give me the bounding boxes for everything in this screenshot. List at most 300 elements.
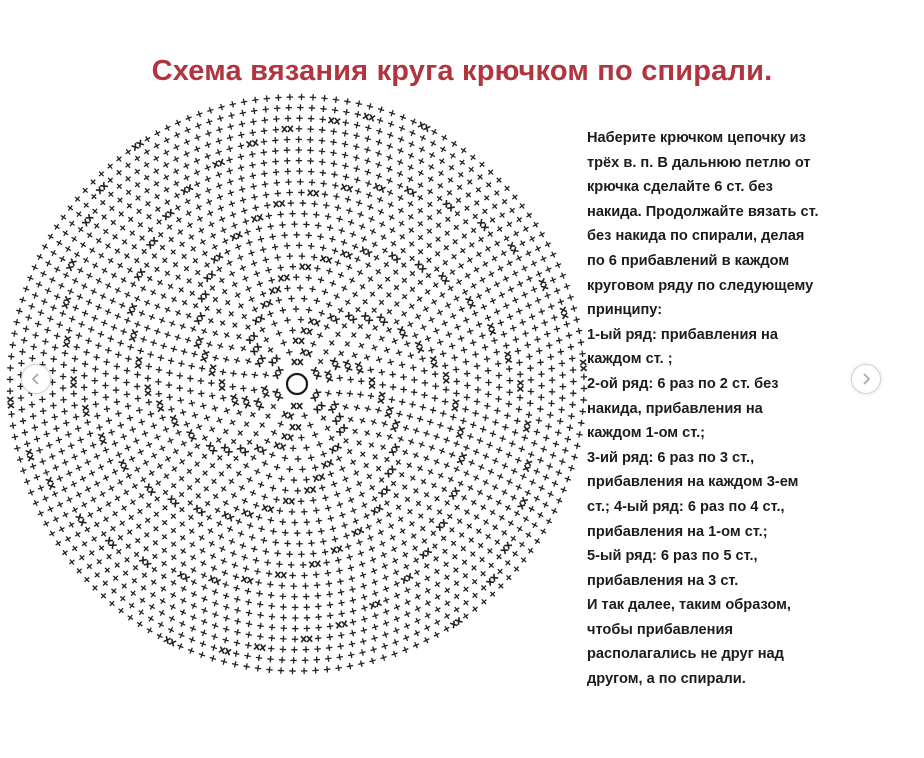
plus-stitch-icon: [317, 276, 325, 284]
plus-stitch-icon: [166, 382, 172, 388]
plus-stitch-icon: [344, 195, 352, 203]
plus-stitch-icon: [111, 509, 120, 518]
plus-stitch-icon: [140, 571, 149, 580]
increase-x-icon: [82, 214, 94, 226]
plus-stitch-icon: [462, 406, 469, 413]
plus-stitch-icon: [169, 553, 178, 562]
plus-stitch-icon: [484, 244, 493, 253]
plus-stitch-icon: [169, 481, 178, 490]
plus-stitch-icon: [515, 525, 524, 534]
increase-x-icon: [420, 548, 432, 559]
plus-stitch-icon: [319, 116, 326, 123]
plus-stitch-icon: [544, 330, 552, 338]
instruction-line: 2-ой ряд: 6 раз по 2 ст. без: [587, 375, 779, 392]
plus-stitch-icon: [36, 446, 44, 454]
plus-stitch-icon: [189, 566, 198, 575]
plus-stitch-icon: [517, 394, 524, 401]
plus-stitch-icon: [42, 468, 50, 476]
plus-stitch-icon: [489, 297, 497, 305]
plus-stitch-icon: [301, 412, 309, 420]
increase-x-icon: [98, 433, 107, 445]
plus-stitch-icon: [392, 283, 401, 292]
plus-stitch-icon: [351, 427, 360, 436]
plus-stitch-icon: [508, 440, 516, 448]
plus-stitch-icon: [265, 266, 273, 274]
plus-stitch-icon: [355, 479, 364, 488]
plus-stitch-icon: [234, 332, 243, 341]
plus-stitch-icon: [27, 488, 35, 496]
plus-stitch-icon: [323, 559, 330, 566]
plus-stitch-icon: [249, 161, 257, 169]
plus-stitch-icon: [183, 126, 191, 134]
plus-stitch-icon: [221, 427, 230, 436]
plus-stitch-icon: [449, 539, 458, 548]
plus-stitch-icon: [155, 390, 162, 397]
plus-stitch-icon: [414, 312, 423, 321]
plus-stitch-icon: [85, 231, 94, 240]
plus-stitch-icon: [256, 601, 263, 608]
plus-stitch-icon: [392, 568, 401, 577]
plus-stitch-icon: [124, 391, 131, 398]
plus-stitch-icon: [49, 304, 57, 312]
plus-stitch-icon: [360, 626, 368, 634]
plus-stitch-icon: [70, 390, 77, 397]
plus-stitch-icon: [297, 179, 303, 185]
plus-stitch-icon: [292, 625, 298, 631]
plus-stitch-icon: [514, 417, 521, 424]
plus-stitch-icon: [344, 485, 353, 494]
plus-stitch-icon: [432, 432, 440, 440]
instruction-line: ст.; 4-ый ряд: 6 раз по 4 ст.,: [587, 498, 785, 515]
plus-stitch-icon: [102, 394, 109, 401]
plus-stitch-icon: [199, 402, 207, 410]
plus-stitch-icon: [570, 367, 577, 374]
plus-stitch-icon: [272, 158, 279, 165]
plus-stitch-icon: [441, 319, 449, 327]
plus-stitch-icon: [385, 307, 394, 316]
plus-stitch-icon: [408, 254, 417, 263]
plus-stitch-icon: [168, 614, 177, 623]
plus-stitch-icon: [130, 576, 139, 585]
increase-x-icon: [252, 314, 265, 325]
increase-x-icon: [418, 122, 431, 132]
plus-stitch-icon: [261, 459, 269, 467]
plus-stitch-icon: [478, 275, 487, 284]
plus-stitch-icon: [472, 473, 481, 482]
plus-stitch-icon: [129, 280, 138, 289]
plus-stitch-icon: [108, 297, 116, 305]
plus-stitch-icon: [326, 591, 333, 598]
plus-stitch-icon: [263, 95, 270, 102]
plus-stitch-icon: [189, 613, 197, 621]
plus-stitch-icon: [221, 237, 230, 246]
plus-stitch-icon: [456, 479, 465, 488]
plus-stitch-icon: [388, 109, 396, 117]
plus-stitch-icon: [179, 409, 187, 417]
plus-stitch-icon: [211, 243, 220, 252]
increase-x-icon: [388, 252, 400, 263]
plus-stitch-icon: [262, 256, 270, 264]
plus-stitch-icon: [332, 96, 339, 103]
plus-stitch-icon: [255, 513, 263, 521]
plus-stitch-icon: [345, 447, 354, 456]
plus-stitch-icon: [166, 282, 175, 291]
plus-stitch-icon: [252, 96, 259, 103]
plus-stitch-icon: [446, 475, 455, 484]
increase-x-icon: [397, 326, 407, 339]
plus-stitch-icon: [324, 666, 331, 673]
plus-stitch-icon: [452, 579, 461, 588]
plus-stitch-icon: [189, 244, 198, 253]
plus-stitch-icon: [265, 472, 273, 480]
plus-stitch-icon: [177, 505, 186, 514]
instruction-line: прибавления на 3 ст.: [587, 572, 739, 589]
plus-stitch-icon: [511, 296, 519, 304]
plus-stitch-icon: [296, 242, 302, 248]
plus-stitch-icon: [411, 331, 419, 339]
plus-stitch-icon: [257, 235, 265, 243]
plus-stitch-icon: [555, 469, 563, 477]
plus-stitch-icon: [124, 367, 131, 374]
plus-stitch-icon: [460, 558, 469, 567]
plus-stitch-icon: [515, 307, 523, 315]
plus-stitch-icon: [403, 586, 412, 595]
plus-stitch-icon: [215, 416, 224, 425]
plus-stitch-icon: [187, 233, 196, 242]
increase-x-icon: [313, 474, 325, 482]
plus-stitch-icon: [395, 349, 403, 357]
plus-stitch-icon: [461, 217, 470, 226]
plus-stitch-icon: [454, 323, 462, 331]
plus-stitch-icon: [359, 571, 367, 579]
plus-stitch-icon: [364, 146, 372, 154]
plus-stitch-icon: [44, 287, 52, 295]
plus-stitch-icon: [304, 614, 311, 621]
plus-stitch-icon: [443, 599, 452, 608]
plus-stitch-icon: [415, 295, 424, 304]
plus-stitch-icon: [551, 314, 559, 322]
plus-stitch-icon: [301, 668, 308, 675]
plus-stitch-icon: [111, 468, 120, 477]
plus-stitch-icon: [369, 227, 378, 236]
plus-stitch-icon: [262, 335, 271, 344]
plus-stitch-icon: [280, 635, 287, 642]
plus-stitch-icon: [156, 366, 163, 373]
plus-stitch-icon: [364, 405, 372, 413]
plus-stitch-icon: [426, 187, 435, 196]
increase-x-icon: [390, 419, 400, 431]
plus-stitch-icon: [44, 259, 53, 268]
plus-stitch-icon: [61, 510, 70, 519]
plus-stitch-icon: [358, 416, 367, 425]
plus-stitch-icon: [538, 230, 547, 239]
plus-stitch-icon: [217, 204, 225, 212]
plus-stitch-icon: [286, 104, 293, 111]
plus-stitch-icon: [511, 429, 519, 437]
plus-stitch-icon: [402, 562, 411, 571]
increase-x-icon: [311, 389, 322, 402]
plus-stitch-icon: [50, 355, 57, 362]
plus-stitch-icon: [537, 359, 544, 366]
plus-stitch-icon: [414, 499, 423, 508]
plus-stitch-icon: [451, 565, 460, 574]
plus-stitch-icon: [277, 211, 284, 218]
plus-stitch-icon: [525, 302, 533, 310]
plus-stitch-icon: [169, 526, 178, 535]
plus-stitch-icon: [41, 494, 49, 502]
plus-stitch-icon: [239, 196, 247, 204]
plus-stitch-icon: [29, 401, 36, 408]
plus-stitch-icon: [484, 532, 493, 541]
plus-stitch-icon: [276, 561, 283, 568]
increase-x-icon: [311, 367, 322, 380]
plus-stitch-icon: [567, 464, 575, 472]
plus-stitch-icon: [284, 136, 291, 143]
plus-stitch-icon: [287, 94, 294, 101]
plus-stitch-icon: [553, 287, 561, 295]
magic-ring-icon: [287, 374, 307, 394]
increase-x-icon: [404, 186, 417, 197]
increase-x-icon: [105, 537, 117, 549]
plus-stitch-icon: [68, 219, 77, 228]
plus-stitch-icon: [413, 592, 422, 601]
plus-stitch-icon: [109, 586, 118, 595]
plus-stitch-icon: [76, 293, 84, 301]
plus-stitch-icon: [412, 556, 421, 565]
increase-x-icon: [145, 385, 151, 396]
plus-stitch-icon: [383, 275, 392, 284]
plus-stitch-icon: [284, 242, 291, 249]
previous-image-button[interactable]: [21, 364, 51, 394]
next-image-button[interactable]: [851, 364, 881, 394]
plus-stitch-icon: [345, 207, 353, 215]
increase-x-icon: [457, 452, 467, 464]
plus-stitch-icon: [348, 640, 356, 648]
plus-stitch-icon: [234, 617, 242, 625]
plus-stitch-icon: [430, 128, 439, 137]
plus-stitch-icon: [94, 412, 101, 419]
plus-stitch-icon: [432, 265, 441, 274]
plus-stitch-icon: [528, 377, 535, 384]
plus-stitch-icon: [129, 426, 137, 434]
plus-stitch-icon: [364, 168, 372, 176]
plus-stitch-icon: [156, 278, 165, 287]
plus-stitch-icon: [386, 142, 394, 150]
plus-stitch-icon: [489, 430, 497, 438]
plus-stitch-icon: [497, 513, 506, 522]
plus-stitch-icon: [138, 418, 146, 426]
plus-stitch-icon: [452, 605, 461, 614]
plus-stitch-icon: [389, 479, 398, 488]
plus-stitch-icon: [126, 215, 135, 224]
plus-stitch-icon: [430, 298, 439, 307]
plus-stitch-icon: [168, 319, 177, 328]
plus-stitch-icon: [539, 527, 548, 536]
plus-stitch-icon: [353, 176, 361, 184]
plus-stitch-icon: [333, 193, 341, 201]
plus-stitch-icon: [442, 243, 451, 252]
plus-stitch-icon: [179, 547, 188, 556]
plus-stitch-icon: [268, 645, 275, 652]
plus-stitch-icon: [240, 385, 247, 392]
plus-stitch-icon: [495, 446, 503, 454]
plus-stitch-icon: [70, 480, 78, 488]
plus-stitch-icon: [372, 253, 381, 262]
plus-stitch-icon: [195, 110, 203, 118]
plus-stitch-icon: [52, 464, 60, 472]
plus-stitch-icon: [289, 668, 295, 674]
plus-stitch-icon: [111, 439, 119, 447]
plus-stitch-icon: [233, 595, 241, 603]
plus-stitch-icon: [381, 573, 389, 581]
plus-stitch-icon: [79, 240, 88, 249]
plus-stitch-icon: [117, 339, 125, 347]
plus-stitch-icon: [179, 584, 188, 593]
plus-stitch-icon: [396, 146, 404, 154]
plus-stitch-icon: [22, 325, 30, 333]
plus-stitch-icon: [92, 221, 101, 230]
plus-stitch-icon: [407, 519, 416, 528]
plus-stitch-icon: [278, 475, 285, 482]
plus-stitch-icon: [255, 225, 263, 233]
plus-stitch-icon: [382, 596, 390, 604]
plus-stitch-icon: [305, 306, 312, 313]
plus-stitch-icon: [255, 579, 262, 586]
plus-stitch-icon: [201, 434, 210, 443]
plus-stitch-icon: [392, 317, 401, 326]
plus-stitch-icon: [178, 457, 187, 466]
plus-stitch-icon: [367, 366, 374, 373]
plus-stitch-icon: [168, 406, 176, 414]
plus-stitch-icon: [307, 454, 314, 461]
plus-stitch-icon: [81, 186, 90, 195]
plus-stitch-icon: [211, 611, 219, 619]
plus-stitch-icon: [53, 293, 61, 301]
plus-stitch-icon: [394, 458, 403, 467]
plus-stitch-icon: [462, 316, 470, 324]
plus-stitch-icon: [463, 271, 472, 280]
plus-stitch-icon: [118, 594, 127, 603]
plus-stitch-icon: [371, 452, 380, 461]
plus-stitch-icon: [119, 276, 128, 285]
plus-stitch-icon: [374, 267, 383, 276]
plus-stitch-icon: [418, 524, 427, 533]
plus-stitch-icon: [477, 463, 485, 471]
increase-x-icon: [63, 336, 71, 348]
plus-stitch-icon: [100, 266, 109, 275]
plus-stitch-icon: [25, 314, 33, 322]
plus-stitch-icon: [93, 479, 102, 488]
plus-stitch-icon: [145, 399, 152, 406]
increase-x-icon: [517, 380, 523, 391]
plus-stitch-icon: [363, 353, 371, 361]
plus-stitch-icon: [116, 478, 125, 487]
increase-x-icon: [127, 303, 137, 315]
plus-stitch-icon: [407, 239, 416, 248]
plus-stitch-icon: [228, 200, 236, 208]
plus-stitch-icon: [494, 407, 501, 414]
plus-stitch-icon: [484, 314, 492, 322]
plus-stitch-icon: [341, 521, 349, 529]
plus-stitch-icon: [309, 340, 317, 348]
plus-stitch-icon: [230, 321, 239, 330]
plus-stitch-icon: [158, 316, 167, 325]
plus-stitch-icon: [120, 328, 128, 336]
plus-stitch-icon: [528, 234, 537, 243]
plus-stitch-icon: [527, 451, 535, 459]
plus-stitch-icon: [318, 484, 326, 492]
plus-stitch-icon: [113, 363, 120, 370]
plus-stitch-icon: [233, 291, 242, 300]
plus-stitch-icon: [387, 522, 396, 531]
plus-stitch-icon: [90, 534, 99, 543]
plus-stitch-icon: [538, 308, 546, 316]
plus-stitch-icon: [9, 422, 16, 429]
increase-x-icon: [194, 312, 205, 324]
plus-stitch-icon: [193, 442, 202, 451]
plus-stitch-icon: [55, 239, 64, 248]
plus-stitch-icon: [411, 544, 420, 553]
plus-stitch-icon: [342, 173, 350, 181]
plus-stitch-icon: [405, 461, 414, 470]
plus-stitch-icon: [256, 590, 263, 597]
plus-stitch-icon: [470, 591, 479, 600]
plus-stitch-icon: [186, 498, 195, 507]
plus-stitch-icon: [288, 295, 295, 302]
plus-stitch-icon: [511, 269, 520, 278]
plus-stitch-icon: [229, 211, 237, 219]
plus-stitch-icon: [315, 614, 322, 621]
plus-stitch-icon: [419, 403, 426, 410]
plus-stitch-icon: [199, 640, 207, 648]
increase-x-icon: [135, 357, 142, 369]
plus-stitch-icon: [494, 176, 503, 185]
plus-stitch-icon: [82, 201, 91, 210]
plus-stitch-icon: [505, 220, 514, 229]
plus-stitch-icon: [393, 615, 401, 623]
plus-stitch-icon: [205, 198, 214, 207]
plus-stitch-icon: [526, 353, 533, 360]
plus-stitch-icon: [274, 254, 281, 261]
plus-stitch-icon: [258, 525, 266, 533]
plus-stitch-icon: [387, 358, 395, 366]
plus-stitch-icon: [380, 654, 388, 662]
plus-stitch-icon: [43, 430, 51, 438]
plus-stitch-icon: [104, 242, 113, 251]
plus-stitch-icon: [270, 320, 278, 328]
plus-stitch-icon: [462, 598, 471, 607]
plus-stitch-icon: [557, 298, 565, 306]
plus-stitch-icon: [124, 188, 133, 197]
plus-stitch-icon: [521, 225, 530, 234]
plus-stitch-icon: [579, 350, 586, 357]
plus-stitch-icon: [376, 116, 384, 124]
plus-stitch-icon: [396, 181, 405, 190]
plus-stitch-icon: [425, 213, 434, 222]
plus-stitch-icon: [200, 327, 209, 336]
plus-stitch-icon: [364, 135, 372, 143]
plus-stitch-icon: [207, 539, 216, 548]
increase-x-icon: [456, 426, 465, 438]
plus-stitch-icon: [331, 535, 339, 543]
plus-stitch-icon: [28, 302, 36, 310]
plus-stitch-icon: [127, 513, 136, 522]
plus-stitch-icon: [275, 329, 283, 337]
instruction-line: прибавления на каждом 3-ем: [587, 474, 799, 491]
plus-stitch-icon: [95, 342, 102, 349]
plus-stitch-icon: [573, 316, 581, 324]
plus-stitch-icon: [293, 306, 299, 312]
